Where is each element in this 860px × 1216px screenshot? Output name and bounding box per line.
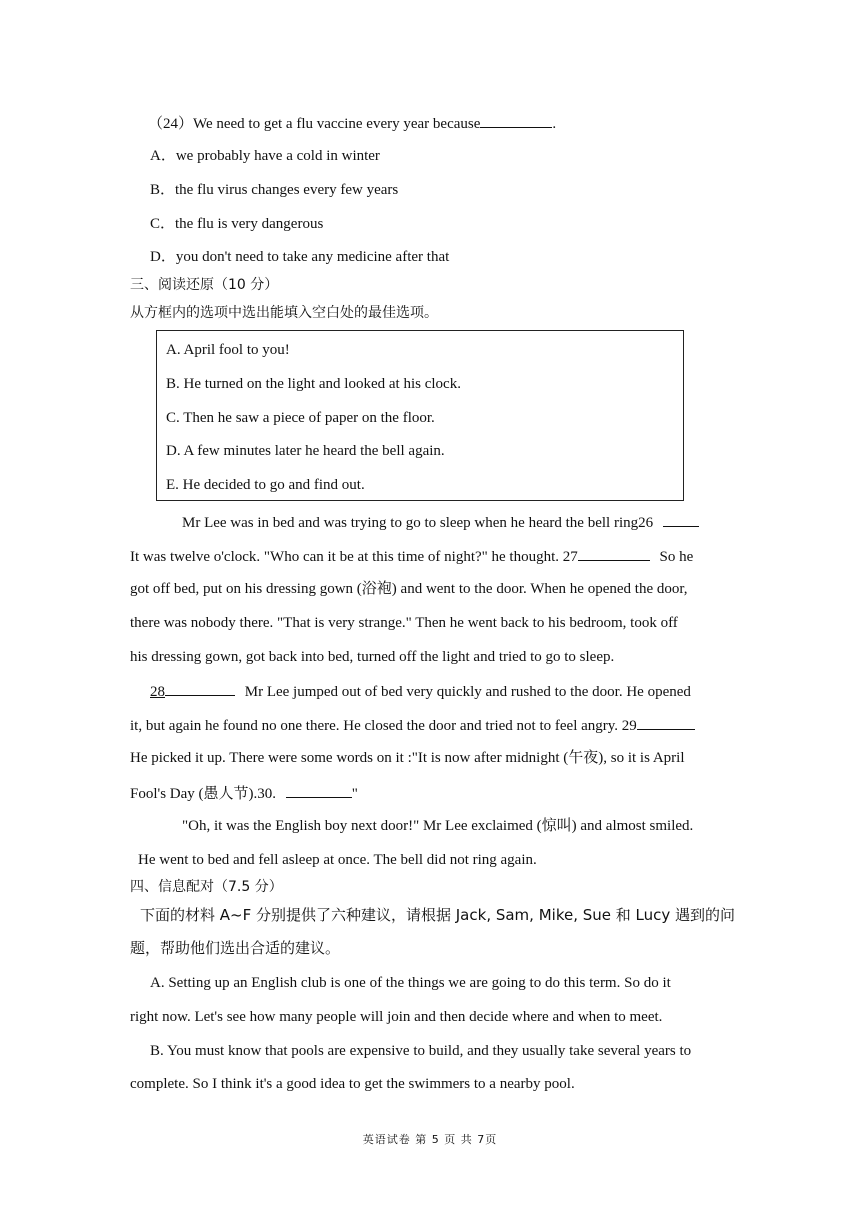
blank-29	[637, 715, 695, 730]
passage-line-1	[182, 512, 699, 532]
passage-line-8: He picked it up. There were some words on it :"It is now after midnight (午夜), so it is April	[130, 750, 685, 766]
passage-text: It was twelve o'clock. "Who can it be at this time of night?" he thought. 27	[130, 549, 578, 565]
material-b-line-1: B. You must know that pools are expensive to build, and they usually take several years to	[150, 1043, 692, 1059]
section-3-heading: 三、阅读还原（10 分）	[130, 277, 279, 293]
box-option-c: C. Then he saw a piece of paper on the floor.	[166, 410, 435, 426]
blank-27	[578, 546, 650, 561]
passage-text: it, but again he found no one there. He closed the door and tried not to feel angry. 29	[130, 718, 637, 734]
passage-line-6	[150, 681, 691, 701]
blank-28-number: 28	[150, 684, 165, 700]
answer-blank	[480, 113, 552, 128]
blank-28	[165, 681, 235, 696]
box-option-a: A. April fool to you!	[166, 342, 290, 358]
passage-line-5: his dressing gown, got back into bed, turned off the light and tried to go to sleep.	[130, 649, 615, 665]
option-d: D．you don't need to take any medicine after that	[150, 249, 450, 265]
question-24-text: （24）We need to get a flu vaccine every year because	[148, 116, 481, 132]
passage-text: "	[351, 786, 358, 802]
box-option-d: D. A few minutes later he heard the bell again.	[166, 443, 445, 459]
passage-line-7	[130, 715, 695, 735]
passage-line-11: He went to bed and fell asleep at once. The bell did not ring again.	[138, 852, 537, 868]
option-b: B．the flu virus changes every few years	[150, 182, 399, 198]
material-b-line-2: complete. So I think it's a good idea to get the swimmers to a nearby pool.	[130, 1076, 575, 1092]
blank-26	[663, 512, 699, 527]
box-option-e: E. He decided to go and find out.	[166, 477, 365, 493]
passage-text: Mr Lee was in bed and was trying to go to sleep when he heard the bell ring26	[182, 515, 654, 531]
passage-line-10: "Oh, it was the English boy next door!" Mr Lee exclaimed (惊叫) and almost smiled.	[182, 818, 694, 834]
section-3-instruction: 从方框内的选项中选出能填入空白处的最佳选项。	[130, 305, 438, 321]
option-c: C．the flu is very dangerous	[150, 216, 324, 232]
question-24-stem	[148, 113, 556, 133]
page-footer: 英语试卷 第 5 页 共 7页	[362, 1133, 498, 1146]
material-a-line-1: A. Setting up an English club is one of the things we are going to do this term. So do it	[150, 975, 671, 991]
section-4-heading: 四、信息配对（7.5 分）	[130, 879, 283, 895]
passage-line-4: there was nobody there. "That is very strange." Then he went back to his bedroom, took off	[130, 615, 678, 631]
blank-30	[286, 783, 352, 798]
passage-text: Mr Lee jumped out of bed very quickly and rushed to the door. He opened	[244, 684, 691, 700]
passage-line-3: got off bed, put on his dressing gown (浴袍) and went to the door. When he opened the door,	[130, 581, 688, 597]
passage-line-2	[130, 546, 693, 566]
section-4-intro-line-2: 题，帮助他们选出合适的建议。	[130, 939, 341, 957]
material-a-line-2: right now. Let's see how many people will join and then decide where and when to meet.	[130, 1009, 663, 1025]
question-24-end: .	[552, 116, 557, 132]
box-option-b: B. He turned on the light and looked at his clock.	[166, 376, 461, 392]
section-4-intro-line-1: 下面的材料 A~F 分别提供了六种建议，请根据 Jack, Sam, Mike, Sue 和 Lucy 遇到的问	[140, 906, 736, 924]
passage-text: Fool's Day (愚人节).30.	[130, 786, 277, 802]
passage-text: So he	[659, 549, 694, 565]
passage-line-9	[130, 783, 358, 803]
option-a: A．we probably have a cold in winter	[150, 148, 380, 164]
